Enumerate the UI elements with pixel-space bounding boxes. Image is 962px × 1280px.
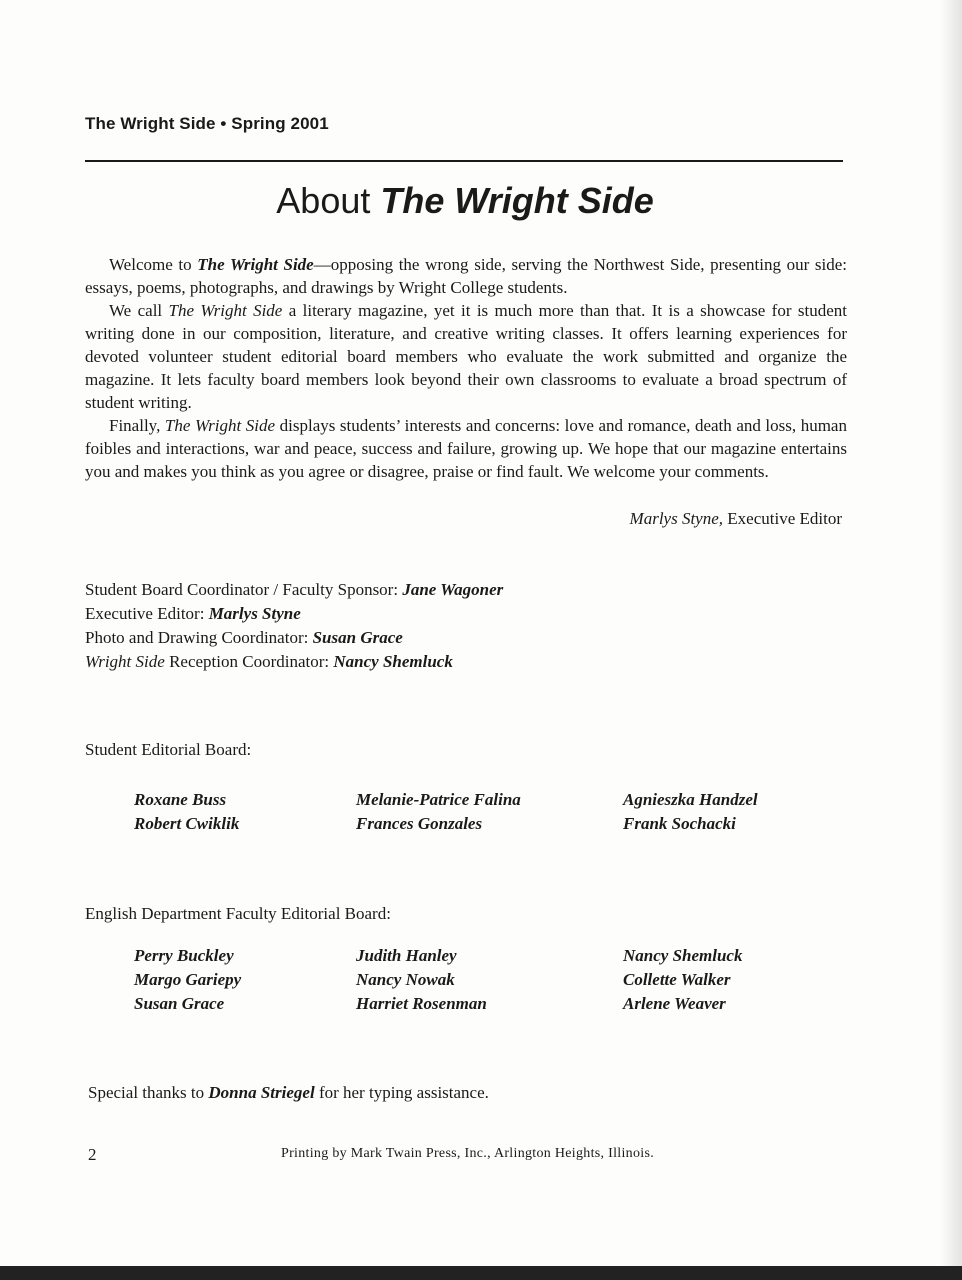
intro-paragraph-1 (85, 253, 847, 299)
credit-row (85, 578, 503, 602)
intro-p1-rest: —opposing the wrong side, serving the Northwest Side, presenting our side: essays, poems, photographs, and drawings by Wright College students. (85, 255, 848, 297)
intro-text (85, 253, 847, 483)
student-board-member: Frances Gonzales (356, 814, 483, 833)
faculty-board-member: Arlene Weaver (623, 994, 726, 1013)
faculty-board-member: Collette Walker (623, 970, 731, 989)
page-edge-shadow (940, 0, 962, 1280)
faculty-board-member: Susan Grace (134, 994, 225, 1013)
intro-p3-lead: Finally, (109, 416, 165, 435)
faculty-board-column-2 (356, 944, 487, 1016)
intro-p1-lead: Welcome to (109, 255, 198, 274)
credit-name: Nancy Shemluck (333, 652, 453, 671)
credit-row (85, 626, 503, 650)
credit-name: Jane Wagoner (402, 580, 504, 599)
editor-signature (630, 509, 842, 529)
student-board-member: Agnieszka Handzel (623, 790, 758, 809)
intro-p2-magazine-name: The Wright Side (168, 301, 283, 320)
running-head: The Wright Side • Spring 2001 (85, 114, 329, 133)
student-board-column-3 (623, 788, 758, 836)
intro-paragraph-3 (85, 414, 847, 483)
page-title-emphasis: The Wright Side (380, 180, 654, 221)
faculty-board-member: Judith Hanley (356, 946, 457, 965)
student-board-member: Roxane Buss (134, 790, 227, 809)
student-board-label: Student Editorial Board: (85, 740, 252, 759)
staff-credits (85, 578, 503, 674)
intro-p2-lead: We call (109, 301, 169, 320)
faculty-board-column-1 (134, 944, 241, 1016)
signature-role: Executive Editor (723, 509, 842, 528)
page-title-plain: About (276, 180, 381, 221)
credit-role: Reception Coordinator: (164, 652, 334, 671)
intro-paragraph-2 (85, 299, 847, 414)
intro-p3-rest: displays students’ interests and concerns: love and romance, death and loss, human foibles and interactions, war and peace, success and failure, growing up. We hope that our magazine entertains you and makes you think as you agree or disagree, praise or find fault. We welcome your comments. (85, 416, 847, 481)
student-board-column-2 (356, 788, 521, 836)
faculty-board-label: English Department Faculty Editorial Board: (85, 904, 391, 923)
page-title (0, 180, 930, 222)
scan-bottom-edge (0, 1266, 962, 1280)
credit-role: Photo and Drawing Coordinator: (85, 628, 313, 647)
thanks-rest: for her typing assistance. (314, 1083, 489, 1102)
intro-p2-rest: a literary magazine, yet it is much more than that. It is a showcase for student writing done in our composition, literature, and creative writing classes. It offers learning experiences for devoted volunteer student editorial board members who evaluate the work submitted and organize the magazine. It lets faculty board members look beyond their own classrooms to evaluate a broad spectrum of student writing. (85, 301, 847, 412)
page-number: 2 (88, 1145, 97, 1164)
credit-row (85, 602, 503, 626)
credit-role: Executive Editor: (85, 604, 209, 623)
student-board-column-1 (134, 788, 239, 836)
faculty-board-member: Perry Buckley (134, 946, 234, 965)
intro-p3-magazine-name: The Wright Side (164, 416, 276, 435)
credit-role: Student Board Coordinator / Faculty Sponsor: (85, 580, 403, 599)
faculty-board-member: Harriet Rosenman (356, 994, 487, 1013)
thanks-name: Donna Striegel (208, 1083, 315, 1102)
credit-name: Susan Grace (312, 628, 403, 647)
faculty-board-member: Nancy Nowak (356, 970, 455, 989)
intro-p1-magazine-name: The Wright Side (197, 255, 314, 274)
student-board-member: Robert Cwiklik (134, 814, 240, 833)
faculty-board-member: Nancy Shemluck (623, 946, 743, 965)
faculty-board-member: Margo Gariepy (134, 970, 242, 989)
credit-row (85, 650, 503, 674)
credit-role-italic: Wright Side (85, 652, 165, 671)
faculty-board-column-3 (623, 944, 742, 1016)
credit-name: Marlys Styne (208, 604, 301, 623)
special-thanks (88, 1083, 489, 1103)
signature-name: Marlys Styne, (629, 509, 724, 528)
student-board-member: Melanie-Patrice Falina (356, 790, 521, 809)
printing-credit: Printing by Mark Twain Press, Inc., Arlington Heights, Illinois. (281, 1146, 654, 1161)
thanks-lead: Special thanks to (88, 1083, 209, 1102)
student-board-member: Frank Sochacki (623, 814, 736, 833)
header-rule (85, 160, 843, 162)
